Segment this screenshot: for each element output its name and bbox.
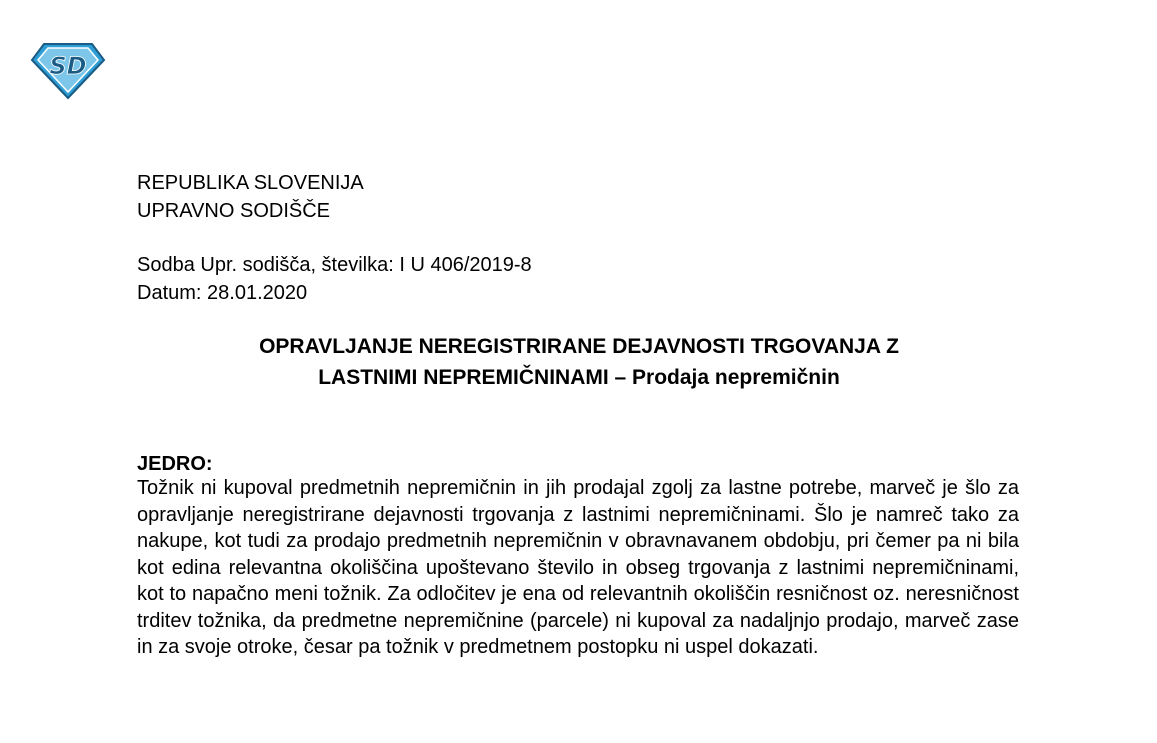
title-line-2: LASTNIMI NEPREMIČNINAMI – Prodaja nepremičnin [318, 366, 840, 389]
svg-text:SD: SD [49, 52, 87, 80]
case-number: Sodba Upr. sodišča, številka: I U 406/2019-8 [137, 254, 532, 276]
document-title [137, 331, 1021, 393]
case-info [137, 251, 532, 307]
jedro-heading: JEDRO: [137, 453, 213, 475]
header-court: UPRAVNO SODIŠČE [137, 200, 330, 222]
jedro-paragraph: Tožnik ni kupoval predmetnih nepremičnin in jih prodajal zgolj za lastne potrebe, marveč je šlo za opravljanje neregistrirane dejavnosti trgovanja z lastnimi nepremičninami. Šlo je namreč tako za nakupe, kot tudi za prodajo predmetnih nepremičnin v obravnavanem obdobju, pri čemer pa ni bila kot edina relevantna okoliščina upoštevano število in obseg trgovanja z lastnimi nepremičninami, kot to napačno meni tožnik. Za odločitev je ena od relevantnih okoliščin resničnost oz. neresničnost trditev tožnika, da predmetne nepremičnine (parcele) ni kupoval za nadaljnjo prodajo, marveč zase in za svoje otroke, česar pa tožnik v predmetnem postopku ni uspel dokazati. [137, 477, 1019, 658]
court-logo [30, 40, 106, 100]
header-country: REPUBLIKA SLOVENIJA [137, 172, 364, 194]
document-header [137, 169, 364, 225]
case-date: Datum: 28.01.2020 [137, 282, 308, 304]
title-line-1: OPRAVLJANJE NEREGISTRIRANE DEJAVNOSTI TRGOVANJA Z [259, 335, 899, 358]
court-diamond-logo-icon [30, 40, 106, 100]
